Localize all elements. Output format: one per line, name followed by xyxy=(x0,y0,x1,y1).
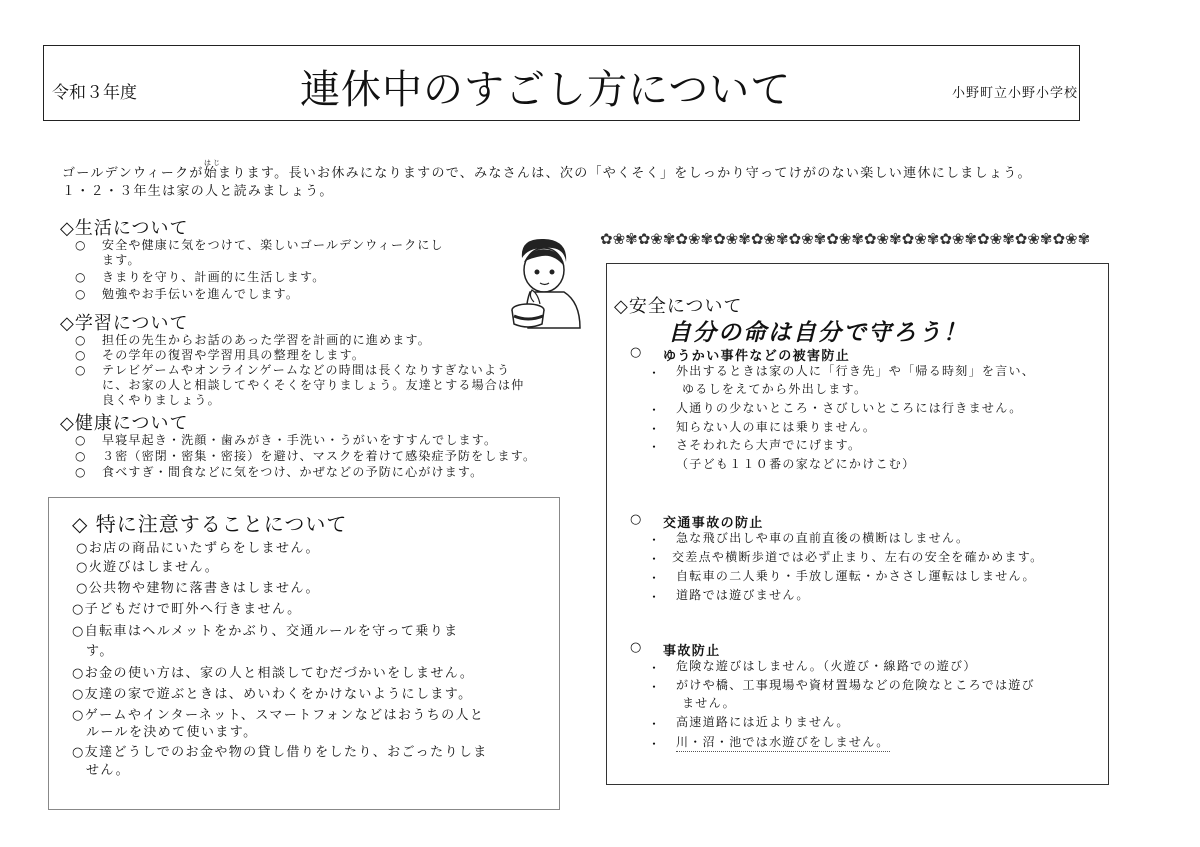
item-dot: ・ xyxy=(648,366,661,380)
caution-item-2: ○火遊びはしません。 xyxy=(76,560,220,575)
caution-item-7: ○友達の家で遊ぶときは、めいわくをかけないようにします。 xyxy=(72,687,473,702)
item-dot: ・ xyxy=(648,440,661,454)
health-item-2: ３密（密閉・密集・密接）を避け、マスクを着けて感染症予防をします。 xyxy=(102,449,537,463)
accident-item-1: 危険な遊びはしません。（火遊び・線路での遊び） xyxy=(676,659,977,673)
health-item-3: 食べすぎ・間食などに気をつけ、かぜなどの予防に心がけます。 xyxy=(102,465,484,479)
study-item-3b: に、お家の人と相談してやくそくを守りましょう。友達とする場合は仲 xyxy=(102,378,525,392)
caution-item-5b: す。 xyxy=(86,644,114,659)
study-item-2: その学年の復習や学習用具の整理をします。 xyxy=(102,348,366,362)
health-bullet: ○ xyxy=(75,465,86,479)
health-item-1: 早寝早起き・洗顔・歯みがき・手洗い・うがいをすすんでします。 xyxy=(102,433,498,447)
kidnap-item-1b: ゆるしをえてから外出します。 xyxy=(682,382,868,396)
accident-section-title: 事故防止 xyxy=(663,644,721,659)
study-bullet: ○ xyxy=(75,348,86,362)
caution-item-8b: ルールを決めて使います。 xyxy=(86,725,258,740)
kidnap-item-3: 知らない人の車には乗りません。 xyxy=(676,420,877,434)
caution-item-1: ○お店の商品にいたずらをしません。 xyxy=(76,541,320,556)
item-dot: ・ xyxy=(648,403,661,417)
caution-item-3: ○公共物や建物に落書きはしません。 xyxy=(76,581,320,596)
item-dot: ・ xyxy=(648,571,661,585)
item-dot: ・ xyxy=(648,533,661,547)
section-bullet: ○ xyxy=(630,512,643,527)
caution-item-9b: せん。 xyxy=(86,763,130,778)
study-item-1: 担任の先生からお話のあった学習を計画的に進めます。 xyxy=(102,333,431,347)
accident-item-4: 川・沼・池では水遊びをしません。 xyxy=(676,733,890,752)
health-heading: ◇健康について xyxy=(60,413,189,434)
kidnap-item-4a: さそわれたら大声でにげます。 xyxy=(676,438,862,452)
accident-item-2a: がけや橋、工事現場や資材置場などの危険なところでは遊び xyxy=(676,678,1035,692)
school-name: 小野町立小野小学校 xyxy=(952,86,1079,101)
caution-item-9a: ○友達どうしでのお金や物の貸し借りをしたり、おごったりしま xyxy=(72,745,488,760)
accident-item-3: 高速道路には近よりません。 xyxy=(676,715,850,729)
life-bullet: ○ xyxy=(75,238,86,252)
kidnap-item-4b: （子ども１１０番の家などにかけこむ） xyxy=(676,457,916,471)
traffic-section-title: 交通事故の防止 xyxy=(663,516,764,531)
health-bullet: ○ xyxy=(75,433,86,447)
section-bullet: ○ xyxy=(630,640,643,655)
caution-item-4: ○子どもだけで町外へ行きません。 xyxy=(72,602,302,617)
life-heading: ◇生活について xyxy=(60,218,189,239)
section-bullet: ○ xyxy=(630,345,643,360)
item-dot: ・ xyxy=(648,590,661,604)
study-item-3c: 良くやりましょう。 xyxy=(102,393,221,407)
traffic-item-2: 交差点や横断歩道では必ず止まり、左右の安全を確かめます。 xyxy=(672,550,1044,564)
caution-item-8a: ○ゲームやインターネット、スマートフォンなどはおうちの人と xyxy=(72,708,485,723)
life-bullet: ○ xyxy=(75,287,86,301)
study-heading: ◇学習について xyxy=(60,313,189,334)
life-item-1b: ます。 xyxy=(102,253,141,267)
health-bullet: ○ xyxy=(75,449,86,463)
intro-line-1: ゴールデンウィークが始まります。長いお休みになりますので、みなさんは、次の「やくそく」をしっかり守ってけがのない楽しい連休にしましょう。 xyxy=(62,166,1032,181)
item-dot: ・ xyxy=(648,552,661,566)
life-item-2: きまりを守り、計画的に生活します。 xyxy=(102,270,326,284)
kidnap-item-2: 人通りの少ないところ・さびしいところには行きません。 xyxy=(676,401,1023,415)
life-item-1a: 安全や健康に気をつけて、楽しいゴールデンウィークにし xyxy=(102,238,444,252)
child-illustration xyxy=(502,236,588,332)
item-dot: ・ xyxy=(648,737,661,751)
study-bullet: ○ xyxy=(75,363,86,377)
school-year: 令和３年度 xyxy=(52,83,137,103)
life-item-3: 勉強やお手伝いを進んでします。 xyxy=(102,287,300,301)
study-bullet: ○ xyxy=(75,333,86,347)
safety-slogan: 自分の命は自分で守ろう！ xyxy=(668,320,968,346)
caution-heading: ◇ 特に注意することについて xyxy=(72,512,348,536)
page-title: 連休中のすごし方について xyxy=(300,67,792,113)
intro-line-2: １・２・３年生は家の人と読みましょう。 xyxy=(62,184,334,199)
caution-item-5a: ○自転車はヘルメットをかぶり、交通ルールを守って乗りま xyxy=(72,624,459,639)
item-dot: ・ xyxy=(648,661,661,675)
item-dot: ・ xyxy=(648,717,661,731)
life-bullet: ○ xyxy=(75,270,86,284)
traffic-item-3: 自転車の二人乗り・手放し運転・かささし運転はしません。 xyxy=(676,569,1036,583)
ruby-annotation: はじ xyxy=(204,159,222,167)
study-item-3a: テレビゲームやオンラインゲームなどの時間は長くなりすぎないよう xyxy=(102,363,511,377)
traffic-item-4: 道路では遊びません。 xyxy=(676,588,810,602)
item-dot: ・ xyxy=(648,680,661,694)
safety-heading: ◇安全について xyxy=(614,296,743,317)
caution-item-6: ○お金の使い方は、家の人と相談してむだづかいをしません。 xyxy=(72,666,475,681)
accident-item-2b: ません。 xyxy=(682,696,736,710)
kidnap-item-1a: 外出するときは家の人に「行き先」や「帰る時刻」を言い、 xyxy=(676,364,1036,378)
traffic-item-1: 急な飛び出しや車の直前直後の横断はしません。 xyxy=(676,531,970,545)
flower-border: ✿❀✾✿❀✾✿❀✾✿❀✾✿❀✾✿❀✾✿❀✾✿❀✾✿❀✾✿❀✾✿❀✾✿❀✾✿❀✾ xyxy=(600,230,1091,248)
item-dot: ・ xyxy=(648,422,661,436)
kidnap-section-title: ゆうかい事件などの被害防止 xyxy=(663,349,851,364)
